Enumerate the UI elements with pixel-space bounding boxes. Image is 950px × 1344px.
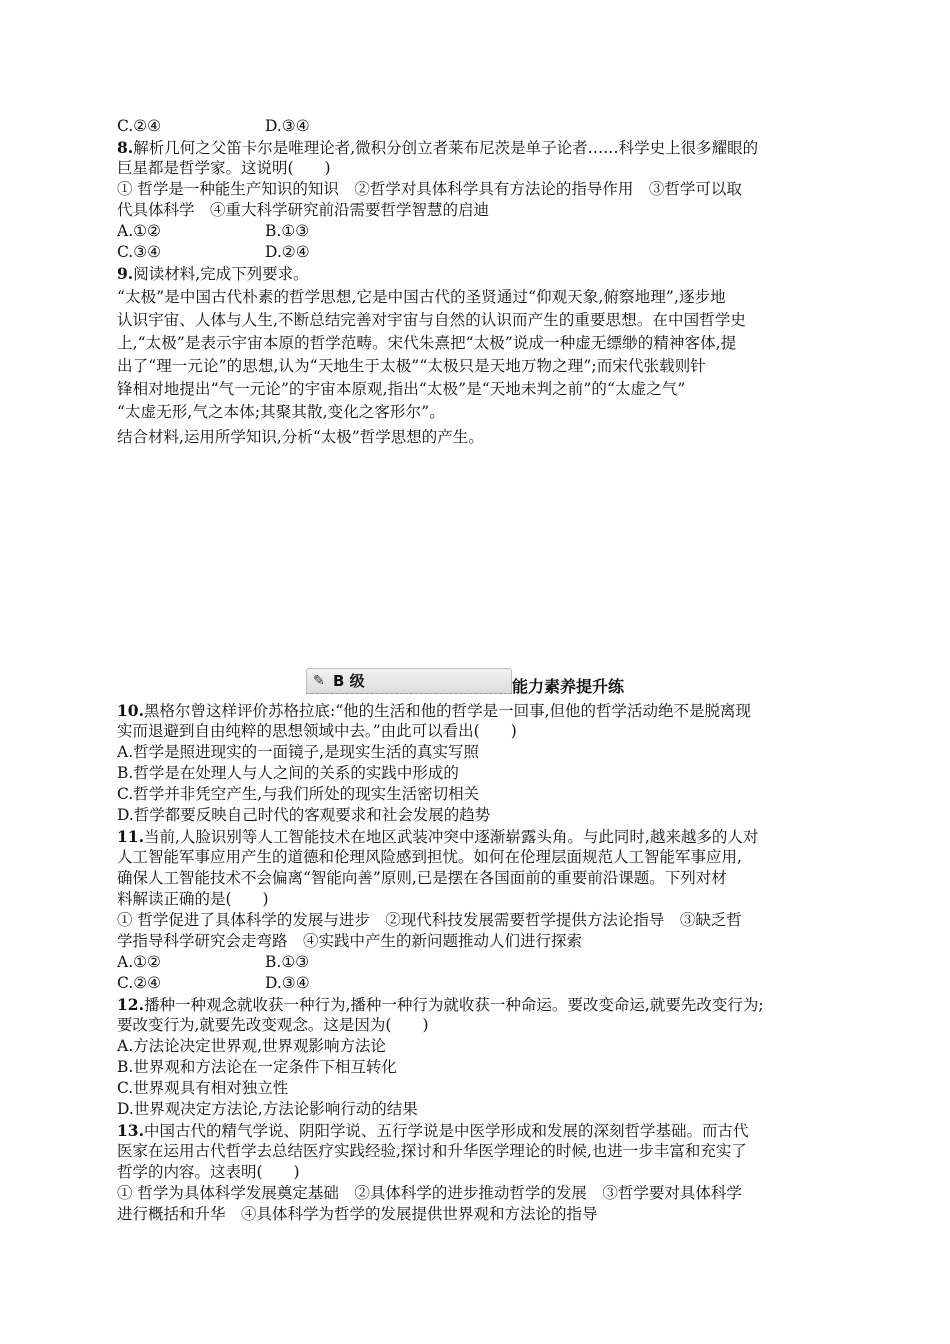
- q12-stem-line: 要改变行为,就要先改变观念。这是因为( ): [117, 1016, 429, 1034]
- q9-material-line: “太虚无形,气之本体;其聚其散,变化之客形尔”。: [117, 403, 445, 421]
- q11-items-line: ① 哲学促进了具体科学的发展与进步 ②现代科技发展需要哲学提供方法论指导 ③缺乏哲: [117, 911, 742, 929]
- q8-stem-line: 解析几何之父笛卡尔是唯理论者,微积分创立者莱布尼茨是单子论者……科学史上很多耀眼的: [133, 139, 759, 157]
- q7-option-d: D.③④: [265, 117, 310, 135]
- q13-number: 13.: [117, 1121, 144, 1140]
- q10-option-c: C.哲学并非凭空产生,与我们所处的现实生活密切相关: [117, 785, 480, 803]
- q12-option-b: B.世界观和方法论在一定条件下相互转化: [117, 1058, 397, 1076]
- question-9: [117, 263, 839, 448]
- section-banner: [302, 668, 646, 698]
- q13-items-line: ① 哲学为具体科学发展奠定基础 ②具体科学的进步推动哲学的发展 ③哲学要对具体科学: [117, 1184, 742, 1202]
- q10-stem-line: 实而退避到自由纯粹的思想领域中去。”由此可以看出( ): [117, 722, 517, 740]
- q10-option-a: A.哲学是照进现实的一面镜子,是现实生活的真实写照: [117, 743, 480, 761]
- q9-material-line: 认识宇宙、人体与人生,不断总结完善对宇宙与自然的认识而产生的重要思想。在中国哲学史: [117, 311, 747, 329]
- section-title: 能力素养提升练: [512, 677, 625, 696]
- q9-number: 9.: [117, 264, 134, 283]
- q8-items-line: ① 哲学是一种能生产知识的知识 ②哲学对具体科学具有方法论的指导作用 ③哲学可以取: [117, 180, 742, 198]
- question-10: [117, 700, 839, 826]
- q12-option-c: C.世界观具有相对独立性: [117, 1079, 289, 1097]
- q12-option-d: D.世界观决定方法论,方法论影响行动的结果: [117, 1100, 418, 1118]
- pencil-icon: ✎: [313, 673, 325, 689]
- level-label: B 级: [333, 672, 365, 690]
- q8-number: 8.: [117, 138, 134, 157]
- q11-stem-line: 料解读正确的是( ): [117, 890, 269, 908]
- q9-material: [117, 286, 839, 424]
- question-8: [117, 137, 839, 263]
- q13-stem-line: 哲学的内容。这表明( ): [117, 1163, 300, 1181]
- q9-task: 结合材料,运用所学知识,分析“太极”哲学思想的产生。: [117, 428, 484, 446]
- q11-stem-line: 人工智能军事应用产生的道德和伦理风险感到担忧。如何在伦理层面规范人工智能军事应用,: [117, 848, 742, 866]
- q8-option-a: A.①②: [117, 222, 161, 240]
- q12-option-a: A.方法论决定世界观,世界观影响方法论: [117, 1037, 387, 1055]
- q11-option-a: A.①②: [117, 953, 161, 971]
- q11-stem-line: 当前,人脸识别等人工智能技术在地区武装冲突中逐渐崭露头角。与此同时,越来越多的人对: [143, 828, 759, 846]
- q11-options-row: [117, 973, 839, 994]
- q10-option-b: B.哲学是在处理人与人之间的关系的实践中形成的: [117, 764, 459, 782]
- q11-number: 11.: [117, 827, 144, 846]
- q11-items-line: 学指导科学研究会走弯路 ④实践中产生的新问题推动人们进行探索: [117, 932, 583, 950]
- q10-number: 10.: [117, 701, 144, 720]
- q8-options-row: [117, 242, 839, 263]
- q8-stem-line: 巨星都是哲学家。这说明( ): [117, 159, 331, 177]
- lower-section: [117, 700, 839, 1225]
- q9-stem: 阅读材料,完成下列要求。: [133, 265, 309, 283]
- q13-items-line: 进行概括和升华 ④具体科学为哲学的发展提供世界观和方法论的指导: [117, 1205, 598, 1223]
- q11-option-c: C.②④: [117, 974, 162, 992]
- q8-options-row: [117, 221, 839, 242]
- q13-stem-line: 医家在运用古代哲学去总结医疗实践经验,探讨和升华医学理论的时候,也进一步丰富和充实了: [117, 1142, 747, 1160]
- banner-divider: [306, 693, 512, 694]
- q10-option-d: D.哲学都要反映自己时代的客观要求和社会发展的趋势: [117, 806, 491, 824]
- q11-options-row: [117, 952, 839, 973]
- q8-items-line: 代具体科学 ④重大科学研究前沿需要哲学智慧的启迪: [117, 201, 490, 219]
- q9-material-line: “太极”是中国古代朴素的哲学思想,它是中国古代的圣贤通过“仰观天象,俯察地理”,逐步地: [117, 288, 726, 306]
- q7-options-row: [117, 116, 839, 137]
- question-13: [117, 1120, 839, 1225]
- q11-option-b: B.①③: [265, 953, 310, 971]
- q8-option-b: B.①③: [265, 222, 310, 240]
- q12-number: 12.: [117, 995, 144, 1014]
- question-11: [117, 826, 839, 994]
- q9-material-line: 上,“太极”是表示宇宙本原的哲学范畴。宋代朱熹把“太极”说成一种虚无缥缈的精神客体,提: [117, 334, 737, 352]
- q11-stem-line: 确保人工智能技术不会偏离“智能向善”原则,已是摆在各国面前的重要前沿课题。下列对材: [117, 869, 727, 887]
- q9-material-line: 出了“理一元论”的思想,认为“天地生于太极”“太极只是天地万物之理”;而宋代张载则针: [117, 357, 706, 375]
- top-section: [117, 116, 839, 448]
- q10-stem-line: 黑格尔曾这样评价苏格拉底:“他的生活和他的哲学是一回事,但他的哲学活动绝不是脱离现: [143, 702, 752, 720]
- question-12: [117, 994, 839, 1120]
- q12-stem-line: 播种一种观念就收获一种行为,播种一种行为就收获一种命运。要改变命运,就要先改变行为;: [143, 996, 764, 1014]
- q9-material-line: 锋相对地提出“气一元论”的宇宙本原观,指出“太极”是“天地未判之前”的“太虚之气”: [117, 380, 686, 398]
- level-tab: [306, 668, 512, 694]
- q13-stem-line: 中国古代的精气学说、阴阳学说、五行学说是中医学形成和发展的深刻哲学基础。而古代: [143, 1122, 749, 1140]
- q11-option-d: D.③④: [265, 974, 310, 992]
- q7-option-c: C.②④: [117, 117, 162, 135]
- q8-option-d: D.②④: [265, 243, 310, 261]
- q8-option-c: C.③④: [117, 243, 162, 261]
